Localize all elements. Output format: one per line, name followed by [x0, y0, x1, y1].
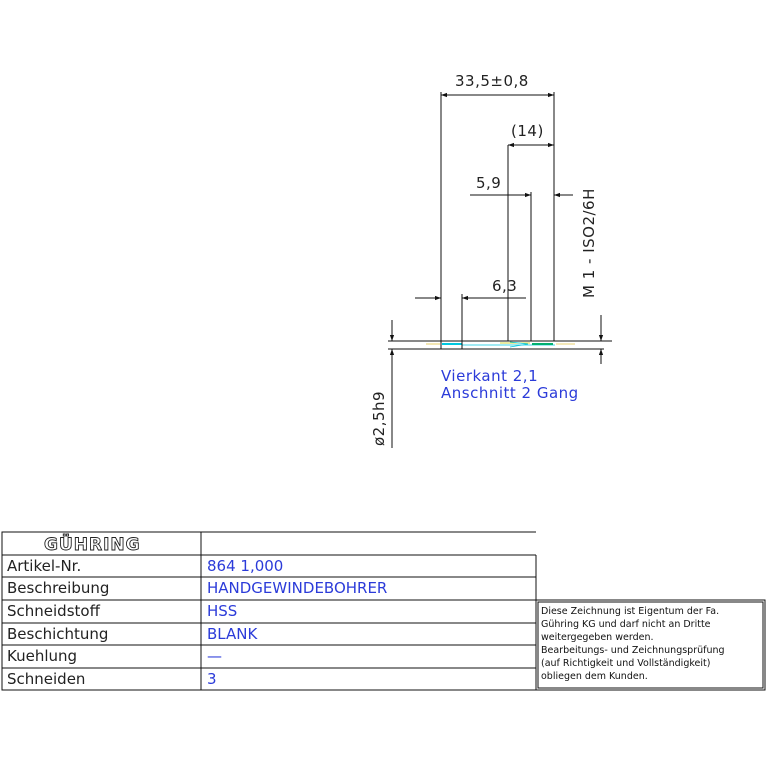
- value-schneiden: 3: [207, 670, 217, 688]
- tap-drawing: [388, 341, 604, 349]
- label-kuehlung: Kuehlung: [7, 647, 78, 665]
- dim-overall-length: 33,5±0,8: [455, 72, 529, 90]
- note-square: Vierkant 2,1: [441, 367, 539, 385]
- value-schneidstoff: HSS: [207, 602, 238, 620]
- disclaimer-line-1: Diese Zeichnung ist Eigentum der Fa.: [541, 606, 720, 617]
- label-schneiden: Schneiden: [7, 670, 86, 688]
- disclaimer-line-6: obliegen dem Kunden.: [541, 671, 648, 682]
- dim-thread-length: (14): [511, 122, 544, 140]
- label-artikel-nr: Artikel-Nr.: [7, 557, 82, 575]
- label-schneidstoff: Schneidstoff: [7, 602, 100, 620]
- value-artikel-nr: 864 1,000: [207, 557, 284, 575]
- value-kuehlung: —: [207, 647, 222, 665]
- disclaimer-line-5: (auf Richtigkeit und Vollständigkeit): [541, 658, 711, 669]
- guehring-logo: GÜHRING: [44, 535, 141, 555]
- dim-6-3: 6,3: [492, 277, 518, 295]
- value-beschichtung: BLANK: [207, 625, 258, 643]
- label-beschreibung: Beschreibung: [7, 579, 110, 597]
- value-beschreibung: HANDGEWINDEBOHRER: [207, 579, 388, 597]
- label-beschichtung: Beschichtung: [7, 625, 109, 643]
- dim-5-9: 5,9: [476, 174, 502, 192]
- disclaimer-line-3: weitergegeben werden.: [541, 632, 654, 643]
- dim-thread-spec: M 1 - ISO2/6H: [580, 188, 598, 298]
- disclaimer-line-4: Bearbeitungs- und Zeichnungsprüfung: [541, 645, 725, 656]
- disclaimer-line-2: Gühring KG und darf nicht an Dritte: [541, 619, 711, 630]
- dim-shank-diameter: ø2,5h9: [370, 390, 388, 446]
- note-chamfer: Anschnitt 2 Gang: [441, 384, 579, 402]
